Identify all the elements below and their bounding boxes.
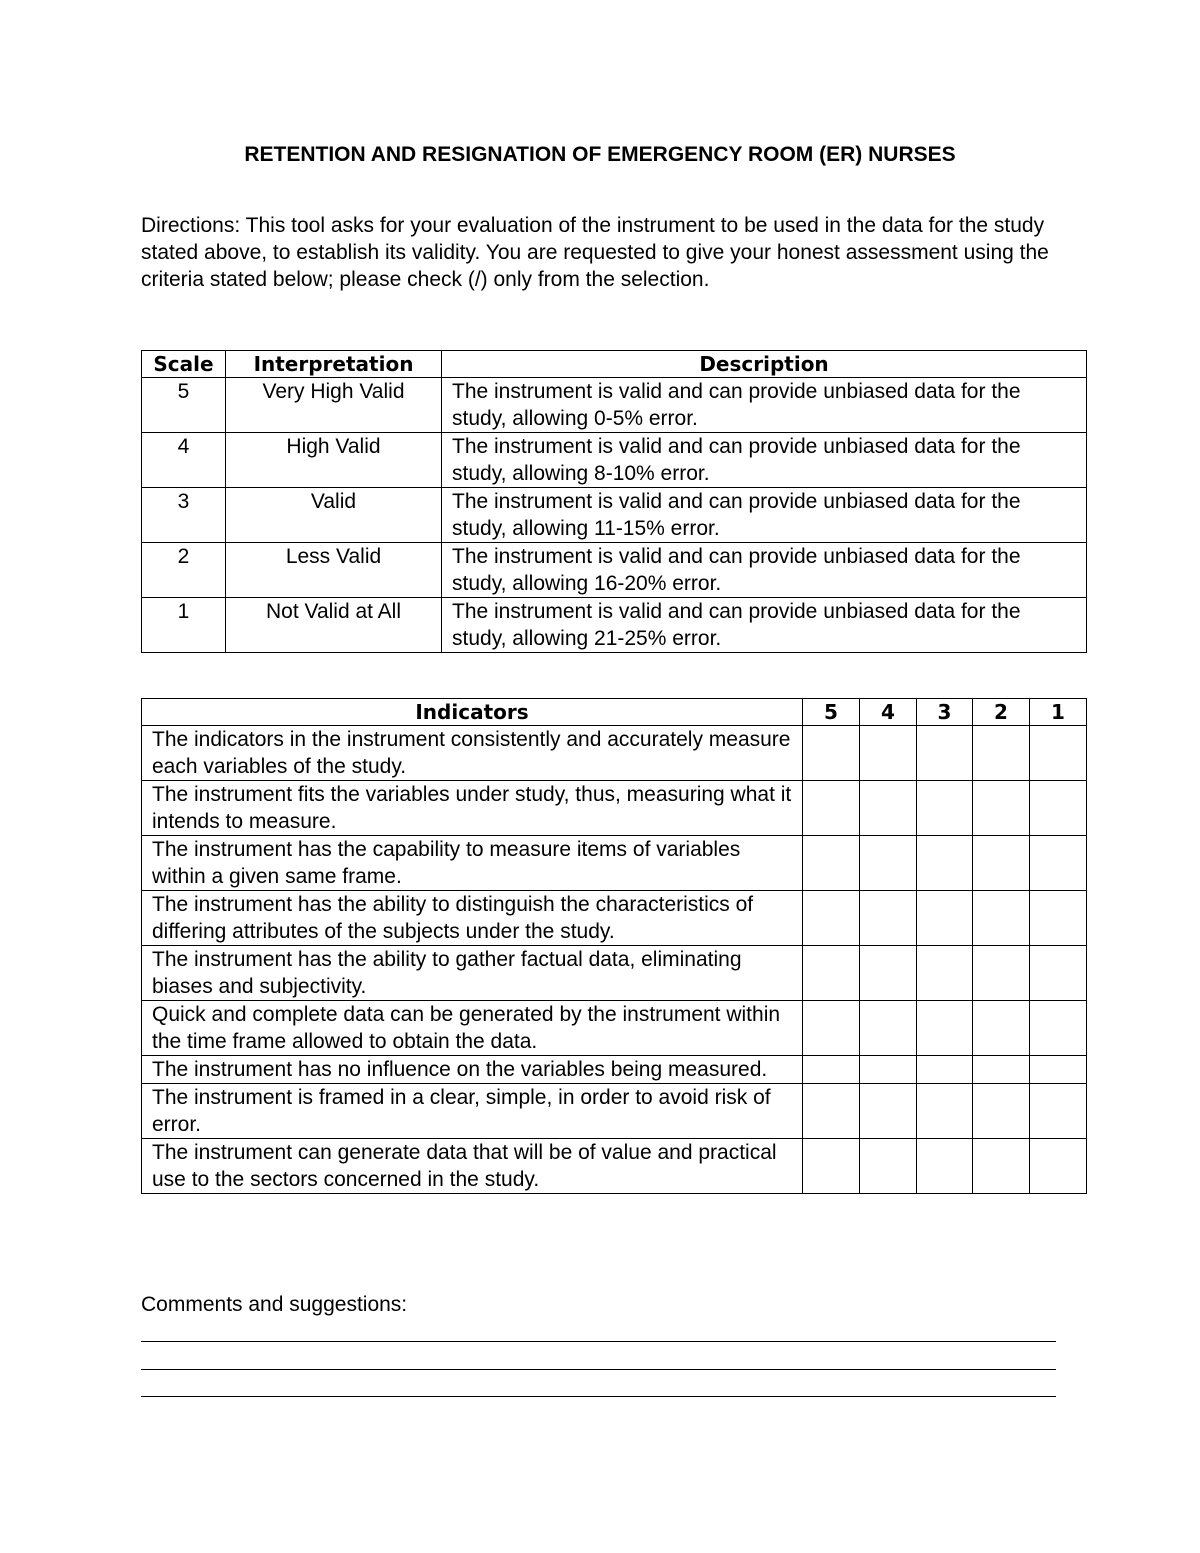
indicator-row <box>142 891 1087 946</box>
indicator-row <box>142 1001 1087 1056</box>
rating-cell-3[interactable] <box>917 891 973 946</box>
interpretation-value: Valid <box>226 488 442 543</box>
comment-line-2[interactable] <box>141 1369 1056 1370</box>
rating-cell-2[interactable] <box>973 1001 1030 1056</box>
rating-cell-1[interactable] <box>1030 1139 1087 1194</box>
rating-cell-4[interactable] <box>860 1001 917 1056</box>
indicator-text: The instrument fits the variables under study, thus, measuring what it intends to measure. <box>142 781 803 836</box>
rating-cell-4[interactable] <box>860 1139 917 1194</box>
rating-cell-3[interactable] <box>917 1001 973 1056</box>
description-value: The instrument is valid and can provide unbiased data for the study, allowing 16-20% error. <box>442 543 1087 598</box>
rating-cell-5[interactable] <box>803 1001 860 1056</box>
rating-cell-5[interactable] <box>803 1056 860 1084</box>
scale-value: 5 <box>142 378 226 433</box>
rating-cell-5[interactable] <box>803 946 860 1001</box>
indicator-row <box>142 1139 1087 1194</box>
rating-cell-3[interactable] <box>917 781 973 836</box>
interpretation-value: Not Valid at All <box>226 598 442 653</box>
indicator-row <box>142 1084 1087 1139</box>
description-value: The instrument is valid and can provide unbiased data for the study, allowing 21-25% error. <box>442 598 1087 653</box>
scale-value: 1 <box>142 598 226 653</box>
scale-row <box>142 433 1087 488</box>
rating-header-4: 4 <box>860 699 917 726</box>
indicators-table <box>141 698 1087 1194</box>
rating-cell-5[interactable] <box>803 1084 860 1139</box>
rating-cell-1[interactable] <box>1030 891 1087 946</box>
interpretation-value: Less Valid <box>226 543 442 598</box>
scale-value: 3 <box>142 488 226 543</box>
interpretation-value: Very High Valid <box>226 378 442 433</box>
indicator-row <box>142 946 1087 1001</box>
document-title: RETENTION AND RESIGNATION OF EMERGENCY ROOM (ER) NURSES <box>244 143 956 166</box>
rating-cell-2[interactable] <box>973 946 1030 1001</box>
rating-cell-2[interactable] <box>973 1056 1030 1084</box>
rating-header-2: 2 <box>973 699 1030 726</box>
indicator-row <box>142 726 1087 781</box>
rating-cell-4[interactable] <box>860 1056 917 1084</box>
rating-header-1: 1 <box>1030 699 1087 726</box>
rating-cell-4[interactable] <box>860 946 917 1001</box>
description-value: The instrument is valid and can provide unbiased data for the study, allowing 0-5% error. <box>442 378 1087 433</box>
rating-cell-4[interactable] <box>860 891 917 946</box>
rating-cell-2[interactable] <box>973 836 1030 891</box>
rating-cell-1[interactable] <box>1030 1056 1087 1084</box>
description-header: Description <box>442 351 1087 378</box>
scale-table <box>141 350 1087 653</box>
rating-cell-2[interactable] <box>973 891 1030 946</box>
indicator-text: The instrument has the ability to gather factual data, eliminating biases and subjectivity. <box>142 946 803 1001</box>
indicator-text: The instrument has no influence on the variables being measured. <box>142 1056 803 1084</box>
indicator-text: The instrument can generate data that will be of value and practical use to the sectors concerned in the study. <box>142 1139 803 1194</box>
interpretation-value: High Valid <box>226 433 442 488</box>
rating-cell-2[interactable] <box>973 726 1030 781</box>
rating-cell-4[interactable] <box>860 726 917 781</box>
rating-cell-1[interactable] <box>1030 1084 1087 1139</box>
rating-cell-1[interactable] <box>1030 946 1087 1001</box>
scale-row <box>142 378 1087 433</box>
indicator-text: The instrument has the ability to distinguish the characteristics of differing attributes of the subjects under the study. <box>142 891 803 946</box>
indicator-text: The indicators in the instrument consistently and accurately measure each variables of the study. <box>142 726 803 781</box>
rating-cell-2[interactable] <box>973 781 1030 836</box>
scale-table-header-row <box>142 351 1087 378</box>
rating-cell-1[interactable] <box>1030 781 1087 836</box>
rating-cell-1[interactable] <box>1030 1001 1087 1056</box>
rating-cell-4[interactable] <box>860 836 917 891</box>
rating-cell-4[interactable] <box>860 781 917 836</box>
interpretation-header: Interpretation <box>226 351 442 378</box>
rating-cell-3[interactable] <box>917 946 973 1001</box>
rating-cell-2[interactable] <box>973 1139 1030 1194</box>
scale-row <box>142 488 1087 543</box>
rating-cell-5[interactable] <box>803 726 860 781</box>
scale-value: 2 <box>142 543 226 598</box>
rating-cell-5[interactable] <box>803 781 860 836</box>
rating-cell-3[interactable] <box>917 726 973 781</box>
rating-cell-3[interactable] <box>917 1056 973 1084</box>
comments-label: Comments and suggestions: <box>141 1293 408 1316</box>
rating-cell-3[interactable] <box>917 1139 973 1194</box>
scale-row <box>142 543 1087 598</box>
indicators-table-header-row <box>142 699 1087 726</box>
description-value: The instrument is valid and can provide unbiased data for the study, allowing 11-15% error. <box>442 488 1087 543</box>
indicator-text: Quick and complete data can be generated by the instrument within the time frame allowed to obtain the data. <box>142 1001 803 1056</box>
comment-line-1[interactable] <box>141 1341 1056 1342</box>
rating-header-3: 3 <box>917 699 973 726</box>
rating-header-5: 5 <box>803 699 860 726</box>
indicator-row <box>142 781 1087 836</box>
rating-cell-1[interactable] <box>1030 726 1087 781</box>
indicators-header: Indicators <box>142 699 803 726</box>
rating-cell-3[interactable] <box>917 836 973 891</box>
indicator-row <box>142 836 1087 891</box>
scale-header: Scale <box>142 351 226 378</box>
rating-cell-5[interactable] <box>803 891 860 946</box>
directions-text: Directions: This tool asks for your evaluation of the instrument to be used in the data for the study stated above, to establish its validity. You are requested to give your honest assessment using the criteria stated below; please check (/) only from the selection. <box>141 214 1049 291</box>
indicator-text: The instrument has the capability to measure items of variables within a given same frame. <box>142 836 803 891</box>
rating-cell-1[interactable] <box>1030 836 1087 891</box>
rating-cell-2[interactable] <box>973 1084 1030 1139</box>
rating-cell-5[interactable] <box>803 1139 860 1194</box>
description-value: The instrument is valid and can provide unbiased data for the study, allowing 8-10% error. <box>442 433 1087 488</box>
indicator-text: The instrument is framed in a clear, simple, in order to avoid risk of error. <box>142 1084 803 1139</box>
scale-value: 4 <box>142 433 226 488</box>
indicator-row <box>142 1056 1087 1084</box>
rating-cell-4[interactable] <box>860 1084 917 1139</box>
rating-cell-3[interactable] <box>917 1084 973 1139</box>
rating-cell-5[interactable] <box>803 836 860 891</box>
scale-row <box>142 598 1087 653</box>
comment-line-3[interactable] <box>141 1396 1056 1397</box>
